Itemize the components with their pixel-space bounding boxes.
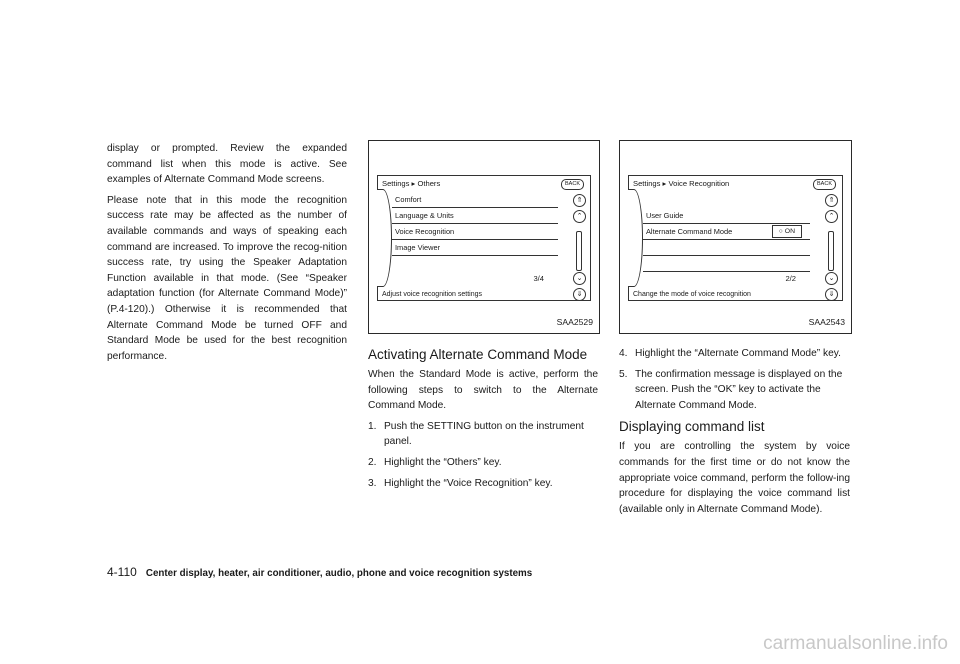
menu-row-empty <box>643 256 810 272</box>
screen-display <box>377 175 591 301</box>
paragraph-recognition-note: Please note that in this mode the recognition success rate may be affected as the number of available commands and ways of speaking each command are increased. To improve the recog-nition success rate, try using the Speaker Adaptation Function available in that mode. (See “Speaker adaptation function (for Alternate Command Mode)” (P.4-120).) Otherwise it is recommended that Alternate Command Mode be turned OFF and Standard Mode be used for the best recognition performance. <box>107 194 347 362</box>
chapter-title: Center display, heater, air conditioner, audio, phone and voice recognition systems <box>145 568 533 579</box>
page-indicator: 3/4 <box>533 274 544 283</box>
step-list <box>619 346 850 413</box>
screen-title: Settings ▸ Others <box>382 179 441 188</box>
menu-row-empty <box>643 240 810 256</box>
scroll-down-icon: ⌄ <box>573 272 586 285</box>
dial-arc-icon <box>628 189 643 287</box>
text-column-middle <box>368 346 598 496</box>
screen-illustration-others <box>368 140 600 334</box>
menu-item-voice-recognition: Voice Recognition <box>392 224 558 240</box>
step-list <box>368 419 598 491</box>
scroll-up-icon: ⌃ <box>825 210 838 223</box>
list-item: 4. Highlight the “Alternate Command Mode” key. <box>619 348 841 359</box>
back-button: BACK <box>561 179 584 190</box>
screen-display <box>628 175 843 301</box>
list-item: 1. Push the SETTING button on the instrument panel. <box>368 420 584 448</box>
text-column-right <box>619 346 850 522</box>
scroll-top-icon: ⇑ <box>573 194 586 207</box>
page-number: 4-110 <box>107 565 137 579</box>
status-text: Adjust voice recognition settings <box>382 291 482 298</box>
menu-item-alternate-command-mode <box>643 224 810 240</box>
screen-illustration-voice-recognition <box>619 140 852 334</box>
page-footer <box>107 565 532 579</box>
on-indicator: ○ ON <box>772 225 802 238</box>
list-item: 5. The confirmation message is displayed on the screen. Push the “OK” key to activate the Alternate Command Mode. <box>619 368 843 411</box>
menu-item-comfort: Comfort <box>392 192 558 208</box>
menu-item-image-viewer: Image Viewer <box>392 240 558 256</box>
scroll-down-icon: ⌄ <box>825 272 838 285</box>
menu-item-language-units: Language & Units <box>392 208 558 224</box>
page-indicator: 2/2 <box>785 274 796 283</box>
on-label: ON <box>784 228 795 235</box>
section-heading: Activating Alternate Command Mode <box>368 347 588 362</box>
watermark: carmanualsonline.info <box>763 633 948 654</box>
scroll-rail <box>828 231 834 271</box>
figure-caption: SAA2543 <box>808 317 845 327</box>
list-item: 2. Highlight the “Others” key. <box>368 456 502 468</box>
paragraph-command-list: If you are controlling the system by voice commands for the first time or do not know the appropriate voice command, perform the follow-ing procedure for displaying the voice command list (available only in Alternate Command Mode). <box>619 441 850 515</box>
dial-arc-icon <box>377 189 392 287</box>
paragraph-intro: display or prompted. Review the expanded command list when this mode is active. See examples of Alternate Command Mode screens. <box>107 143 347 186</box>
paragraph-steps-intro: When the Standard Mode is active, perform the following steps to switch to the Alternate Command Mode. <box>368 369 598 412</box>
scroll-top-icon: ⇑ <box>825 194 838 207</box>
status-text: Change the mode of voice recognition <box>633 291 751 298</box>
figure-caption: SAA2529 <box>556 317 593 327</box>
section-heading: Displaying command list <box>619 419 765 435</box>
menu-item-user-guide: User Guide <box>643 208 810 224</box>
scroll-bottom-icon: ⇓ <box>573 288 586 301</box>
scroll-up-icon: ⌃ <box>573 210 586 223</box>
screen-title: Settings ▸ Voice Recognition <box>633 179 730 188</box>
scroll-rail <box>576 231 582 271</box>
back-button: BACK <box>813 179 836 190</box>
scroll-bottom-icon: ⇓ <box>825 288 838 301</box>
menu-item-label: Alternate Command Mode <box>646 227 733 236</box>
list-item: 3. Highlight the “Voice Recognition” key. <box>368 477 553 489</box>
text-column-left <box>107 141 347 369</box>
